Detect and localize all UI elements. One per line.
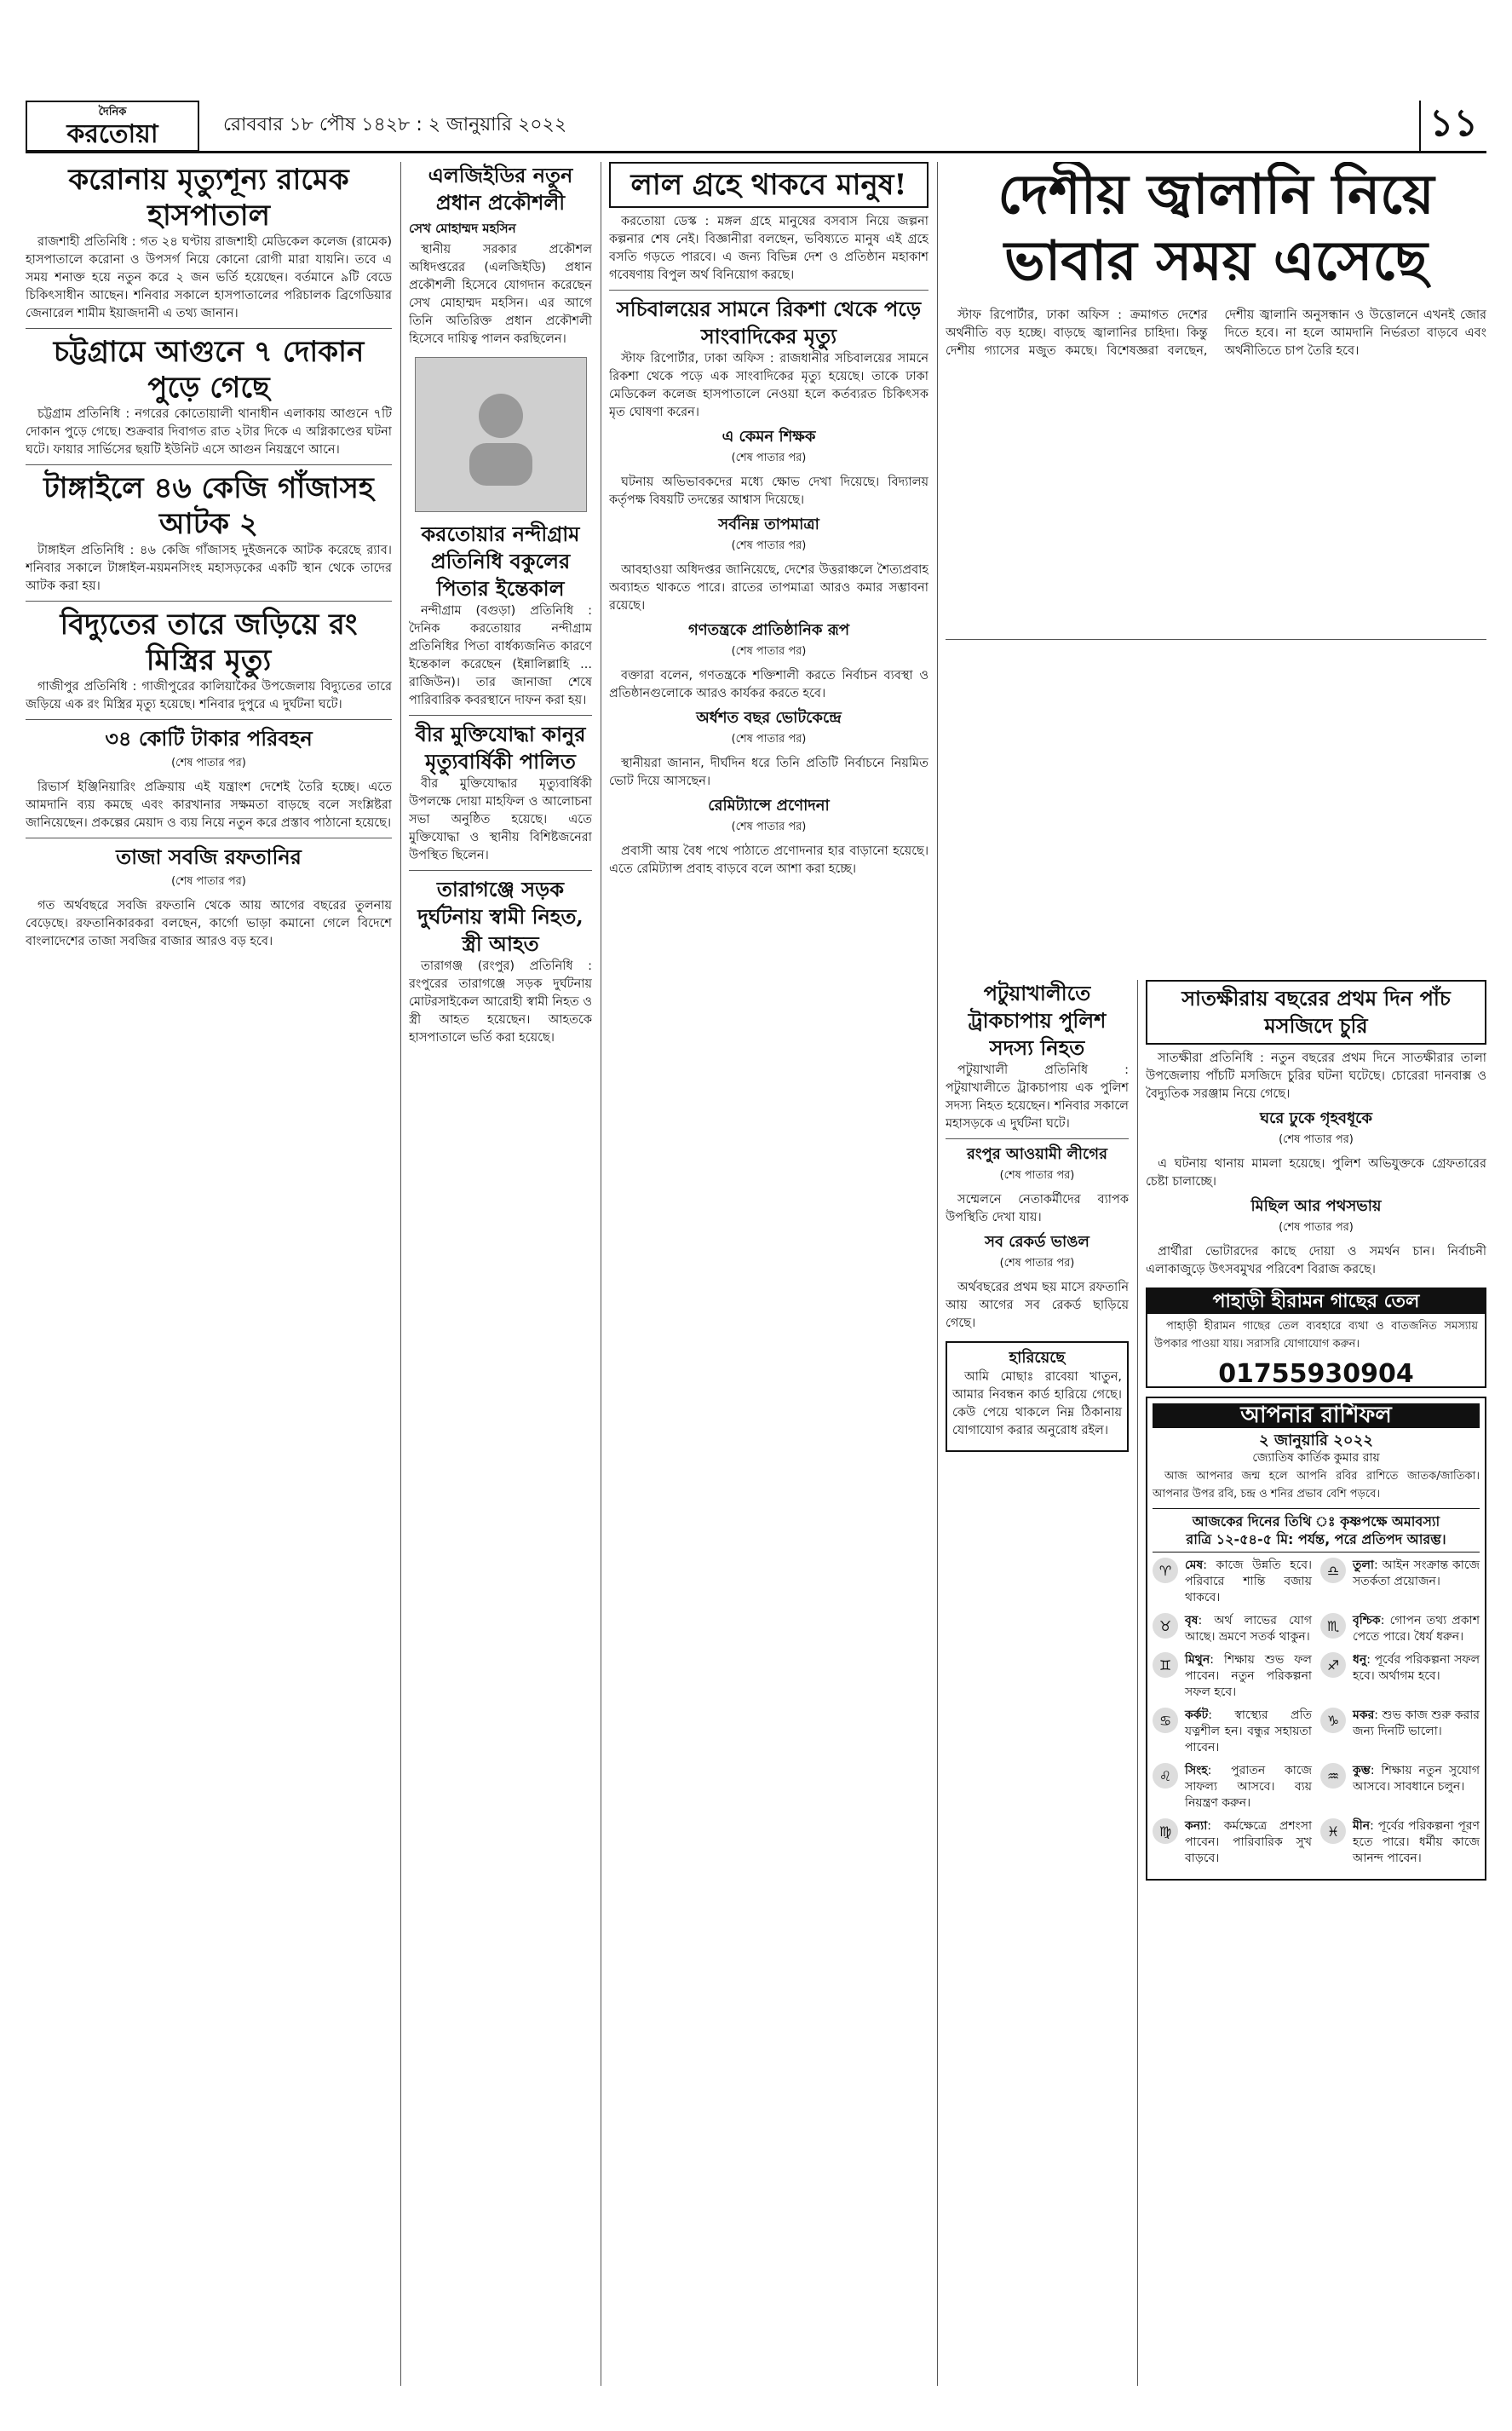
notice-body: আমি মোছাঃ রাবেয়া খাতুন, আমার নিবন্ধন কার্ড হারিয়ে গেছে। কেউ পেয়ে থাকলে নিম্ন ঠিকানায় যোগাযোগ করার অনুরোধ রইল।	[952, 1370, 1122, 1437]
headline-rmc-hospital: করোনায় মৃত্যুশূন্য রামেক হাসপাতাল	[68, 163, 349, 233]
headline-tangail-arrest: টাঙ্গাইলে ৪৬ কেজি গাঁজাসহ আটক ২	[43, 471, 374, 541]
continued-label: (শেষ পাতার পর)	[999, 1169, 1075, 1182]
ad-title: পাহাড়ী হীরামন গাছের তেল	[1147, 1289, 1485, 1314]
article-body: আবহাওয়া অধিদপ্তর জানিয়েছে, দেশের উত্তরাঞ্চলে শৈত্যপ্রবাহ অব্যাহত থাকতে পারে। রাতের তাপমাত্রা আরও কমার সম্ভাবনা রয়েছে।	[609, 563, 928, 613]
headline-box	[609, 162, 928, 208]
zodiac-name: বৃশ্চিক	[1353, 1614, 1381, 1627]
zodiac-text: গোপন তথ্য প্রকাশ পেতে পারে। ধৈর্য ধরুন।	[1353, 1614, 1480, 1644]
headline-temperature: সর্বনিম্ন তাপমাত্রা	[718, 516, 819, 533]
person-icon	[463, 383, 539, 486]
tithi-label: আজকের দিনের তিথি ঃ কৃষ্ণপক্ষে অমাবস্যা	[1192, 1513, 1440, 1529]
zodiac-name: তুলা	[1353, 1558, 1374, 1572]
continued-label: (শেষ পাতার পর)	[999, 1257, 1075, 1270]
zodiac-item: ♏ বৃশ্চিক: গোপন তথ্য প্রকাশ পেতে পারে। ধৈর্য ধরুন।	[1320, 1613, 1480, 1645]
article-body: স্টাফ রিপোর্টার, ঢাকা অফিস : ক্রমাগত দেশের অর্থনীতি বড় হচ্ছে। বাড়ছে জ্বালানির চাহিদা। কিন্তু দেশীয় গ্যাসের মজুত কমছে। বিশেষজ্ঞরা বলছেন, দেশীয় জ্বালানি অনুসন্ধান ও উত্তোলনে এখনই জোর দিতে হবে। না হলে আমদানি নির্ভরতা বাড়বে এবং অর্থনীতিতে চাপ তৈরি হবে।	[946, 308, 1486, 358]
zodiac-text: শিক্ষায় নতুন সুযোগ আসবে। সাবধানে চলুন।	[1353, 1764, 1480, 1794]
article-body: ঘটনায় অভিভাবকদের মধ্যে ক্ষোভ দেখা দিয়েছে। বিদ্যালয় কর্তৃপক্ষ বিষয়টি তদন্তের আশ্বাস দিয়েছে।	[609, 475, 928, 507]
column-rule	[400, 162, 401, 2386]
article-body: এ ঘটনায় থানায় মামলা হয়েছে। পুলিশ অভিযুক্তকে গ্রেফতারের চেষ্টা চালাচ্ছে।	[1146, 1157, 1486, 1189]
page-number: ১১	[1419, 101, 1486, 153]
article-body: রাজশাহী প্রতিনিধি : গত ২৪ ঘণ্টায় রাজশাহী মেডিকেল কলেজ (রামেক) হাসপাতালে করোনা ও উপসর্গ নিয়ে কোনো রোগী মারা যায়নি। তবে এ সময় শনাক্ত হয়ে নতুন করে ২ জন ভর্তি হয়েছেন। বর্তমানে ৯টি বেডে চিকিৎসাধীন আছেন। শনিবার সকালে হাসপাতালের পরিচালক ব্রিগেডিয়ার জেনারেল শামীম ইয়াজদানী এ তথ্য জানান।	[26, 235, 392, 320]
zodiac-icon: ♉	[1153, 1613, 1178, 1639]
logo-big-text: করতোয়া	[66, 119, 158, 149]
article-body: পটুয়াখালী প্রতিনিধি : পটুয়াখালীতে ট্রাকচাপায় এক পুলিশ সদস্য নিহত হয়েছেন। শনিবার সকালে মহাসড়কে এ দুর্ঘটনা ঘটে।	[946, 1063, 1129, 1131]
continued-label: (শেষ পাতার পর)	[731, 821, 807, 833]
portrait-photo	[415, 357, 587, 512]
article-body: প্রার্থীরা ভোটারদের কাছে দোয়া ও সমর্থন চান। নির্বাচনী এলাকাজুড়ে উৎসবমুখর পরিবেশ বিরাজ করছে।	[1146, 1245, 1486, 1276]
continued-label: (শেষ পাতার পর)	[731, 452, 807, 464]
zodiac-name: মেষ	[1185, 1558, 1204, 1572]
article-body: রিভার্স ইঞ্জিনিয়ারিং প্রক্রিয়ায় এই যন্ত্রাংশ দেশেই তৈরি হচ্ছে। এতে আমদানি ব্যয় কমছে এবং কারখানার সক্ষমতা বাড়ছে বলে সংশ্লিষ্টরা জানিয়েছেন। প্রকল্পের মেয়াদ ও ব্যয় নিয়ে নতুন করে প্রস্তাব পাঠানো হয়েছে।	[26, 781, 392, 830]
tithi-time: রাত্রি ১২-৫৪-৫ মি: পর্যন্ত, পরে প্রতিপদ আরম্ভ।	[1186, 1531, 1446, 1547]
headline-obituary: করতোয়ার নন্দীগ্রাম প্রতিনিধি বকুলের পিতার ইন্তেকাল	[421, 521, 580, 601]
zodiac-text: আইন সংক্রান্ত কাজে সতর্কতা প্রয়োজন।	[1353, 1558, 1480, 1588]
zodiac-name: মকর	[1353, 1708, 1375, 1722]
byline: সেখ মোহাম্মদ মহসিন	[409, 221, 516, 236]
zodiac-icon: ♒	[1320, 1763, 1346, 1789]
zodiac-name: মীন	[1353, 1819, 1371, 1833]
zodiac-icon: ♊	[1153, 1652, 1178, 1678]
article-body: স্থানীয়রা জানান, দীর্ঘদিন ধরে তিনি প্রতিটি নির্বাচনে নিয়মিত ভোট দিয়ে আসছেন।	[609, 757, 928, 788]
continued-label: (শেষ পাতার পর)	[171, 875, 246, 888]
headline-record: সব রেকর্ড ভাঙল	[985, 1233, 1089, 1251]
headline-housewife: ঘরে ঢুকে গৃহবধূকে	[1260, 1109, 1372, 1127]
lead-headline-block	[946, 162, 1486, 298]
article-body: চট্টগ্রাম প্রতিনিধি : নগরের কোতোয়ালী থানাধীন এলাকায় আগুনে ৭টি দোকান পুড়ে গেছে। শুক্রবার দিবাগত রাত ২টার দিকে এ অগ্নিকাণ্ডের ঘটনা ঘটে। ফায়ার সার্ভিসের ছয়টি ইউনিট এসে আগুন নিয়ন্ত্রণে আনে।	[26, 407, 392, 457]
continued-label: (শেষ পাতার পর)	[171, 757, 246, 769]
zodiac-icon: ♌	[1153, 1763, 1178, 1789]
article-body: গত অর্থবছরে সবজি রফতানি থেকে আয় আগের বছরের তুলনায় বেড়েছে। রফতানিকারকরা বলছেন, কার্গো ভাড়া কমানো গেলে বিদেশে বাংলাদেশের তাজা সবজির বাজার আরও বড় হবে।	[26, 899, 392, 948]
column-4	[946, 980, 1129, 2394]
zodiac-icon: ♋	[1153, 1708, 1178, 1733]
zodiac-icon: ♐	[1320, 1652, 1346, 1678]
zodiac-icon: ♑	[1320, 1708, 1346, 1733]
article-body: করতোয়া ডেস্ক : মঙ্গল গ্রহে মানুষের বসবাস নিয়ে জল্পনা কল্পনার শেষ নেই। বিজ্ঞানীরা বলছেন, ভবিষ্যতে মানুষ এই গ্রহে বসতি গড়তে পারবে। এ জন্য বিভিন্ন দেশ ও প্রতিষ্ঠান মহাকাশ গবেষণায় বিপুল অর্থ বিনিয়োগ করছে।	[609, 215, 928, 282]
article-body: স্থানীয় সরকার প্রকৌশল অধিদপ্তরের (এলজিইডি) প্রধান প্রকৌশলী হিসেবে যোগদান করেছেন সেখ মোহাম্মদ মহসিন। এর আগে তিনি অতিরিক্ত প্রধান প্রকৌশলী হিসেবে দায়িত্ব পালন করছিলেন।	[409, 243, 592, 346]
masthead	[26, 101, 1486, 153]
article-body: অর্থবছরের প্রথম ছয় মাসে রফতানি আয় আগের সব রেকর্ড ছাড়িয়ে গেছে।	[946, 1281, 1129, 1330]
zodiac-icon: ♎	[1320, 1558, 1346, 1583]
zodiac-icon: ♏	[1320, 1613, 1346, 1639]
zodiac-item: ♈ মেষ: কাজে উন্নতি হবে। পরিবারে শান্তি বজায় থাকবে।	[1153, 1558, 1312, 1606]
headline-taraganj-accident: তারাগঞ্জে সড়ক দুর্ঘটনায় স্বামী নিহত, স্ত্রী আহত	[417, 877, 584, 956]
dateline: রোববার ১৮ পৌষ ১৪২৮ : ২ জানুয়ারি ২০২২	[223, 114, 567, 135]
zodiac-name: কুম্ভ	[1353, 1764, 1371, 1777]
article-body: গাজীপুর প্রতিনিধি : গাজীপুরের কালিয়াকৈর উপজেলায় বিদ্যুতের তারে জড়িয়ে এক রং মিস্ত্রির মৃত্যু হয়েছে। শনিবার দুপুরে এ দুর্ঘটনা ঘটে।	[26, 680, 392, 711]
column-rule	[937, 162, 938, 2386]
headline-remittance: রেমিট্যান্সে প্রণোদনা	[708, 797, 830, 815]
tithi-box	[1153, 1508, 1480, 1552]
article-body: বীর মুক্তিযোদ্ধার মৃত্যুবার্ষিকী উপলক্ষে দোয়া মাহফিল ও আলোচনা সভা অনুষ্ঠিত হয়েছে। এতে মুক্তিযোদ্ধা ও স্থানীয় বিশিষ্টজনেরা উপস্থিত ছিলেন।	[409, 777, 592, 862]
zodiac-item: ♌ সিংহ: পুরাতন কাজে সাফল্য আসবে। ব্যয় নিয়ন্ত্রণ করুন।	[1153, 1763, 1312, 1812]
article-body: সাতক্ষীরা প্রতিনিধি : নতুন বছরের প্রথম দিনে সাতক্ষীরার তালা উপজেলায় পাঁচটি মসজিদে চুরির ঘটনা ঘটেছে। চোরেরা দানবাক্স ও বৈদ্যুতিক সরঞ্জাম নিয়ে গেছে।	[1146, 1051, 1486, 1101]
zodiac-name: ধনু	[1353, 1653, 1367, 1667]
headline-journalist-death: সচিবালয়ের সামনে রিকশা থেকে পড়ে সাংবাদিকের মৃত্যু	[616, 297, 922, 349]
headline-veg-export: তাজা সবজি রফতানির	[116, 844, 302, 869]
zodiac-item: ♎ তুলা: আইন সংক্রান্ত কাজে সতর্কতা প্রয়োজন।	[1320, 1558, 1480, 1606]
article-body: সম্মেলনে নেতাকর্মীদের ব্যাপক উপস্থিতি দেখা যায়।	[946, 1193, 1129, 1224]
zodiac-text: পূর্বের পরিকল্পনা সফল হবে। অর্থাগম হবে।	[1353, 1653, 1480, 1683]
zodiac-item: ♑ মকর: শুভ কাজ শুরু করার জন্য দিনটি ভালো।	[1320, 1708, 1480, 1756]
column-3	[609, 162, 928, 2394]
article-body: প্রবাসী আয় বৈধ পথে পাঠাতে প্রণোদনার হার বাড়ানো হয়েছে। এতে রেমিট্যান্স প্রবাহ বাড়বে বলে আশা করা হচ্ছে।	[609, 844, 928, 876]
article-body: তারাগঞ্জ (রংপুর) প্রতিনিধি : রংপুরের তারাগঞ্জে সড়ক দুর্ঘটনায় মোটরসাইকেল আরোহী স্বামী নিহত ও স্ত্রী আহত হয়েছেন। আহতকে হাসপাতালে ভর্তি করা হয়েছে।	[409, 959, 592, 1045]
article-body: স্টাফ রিপোর্টার, ঢাকা অফিস : রাজধানীর সচিবালয়ের সামনে রিকশা থেকে পড়ে এক সাংবাদিকের মৃত্যু হয়েছে। তাকে ঢাকা মেডিকেল কলেজ হাসপাতালে নেওয়া হলে কর্তব্যরত চিকিৎসক মৃত ঘোষণা করেন।	[609, 352, 928, 419]
continued-label: (শেষ পাতার পর)	[1279, 1221, 1354, 1234]
horoscope-intro: আজ আপনার জন্ম হলে আপনি রবির রাশিতে জাতক/জাতিকা। আপনার উপর রবি, চন্দ্র ও শনির প্রভাব বেশি পড়বে।	[1153, 1470, 1480, 1501]
zodiac-name: মিথুন	[1185, 1653, 1210, 1667]
headline-freedom-fighter: বীর মুক্তিযোদ্ধা কানুর মৃত্যুবার্ষিকী পালিত	[415, 722, 586, 774]
headline-lost: হারিয়েছে	[1009, 1349, 1066, 1367]
column-1	[26, 162, 392, 2394]
continued-label: (শেষ পাতার পর)	[731, 645, 807, 658]
zodiac-name: সিংহ	[1185, 1764, 1208, 1777]
zodiac-text: শিক্ষায় শুভ ফল পাবেন। নতুন পরিকল্পনা সফল হবে।	[1185, 1653, 1312, 1699]
continued-label: (শেষ পাতার পর)	[731, 539, 807, 552]
zodiac-text: স্বাস্থ্যের প্রতি যত্নশীল হন। বন্ধুর সহায়তা পাবেন।	[1185, 1708, 1312, 1754]
article-body: বক্তারা বলেন, গণতন্ত্রকে শক্তিশালী করতে নির্বাচন ব্যবস্থা ও প্রতিষ্ঠানগুলোকে আরও কার্যকর করতে হবে।	[609, 669, 928, 700]
horoscope-date: ২ জানুয়ারি ২০২২	[1259, 1432, 1373, 1449]
column-5	[1146, 980, 1486, 2394]
continued-label: (শেষ পাতার পর)	[1279, 1133, 1354, 1146]
zodiac-name: কন্যা	[1185, 1819, 1208, 1833]
column-rule	[1137, 980, 1138, 2386]
zodiac-item: ♍ কন্যা: কর্মক্ষেত্রে প্রশংসা পাবেন। পারিবারিক সুখ বাড়বে।	[1153, 1818, 1312, 1867]
headline-democracy: গণতন্ত্রকে প্রাতিষ্ঠানিক রূপ	[687, 621, 850, 639]
zodiac-text: কাজে উন্নতি হবে। পরিবারে শান্তি বজায় থাকবে।	[1185, 1558, 1313, 1604]
zodiac-item: ♓ মীন: পূর্বের পরিকল্পনা পূরণ হতে পারে। ধর্মীয় কাজে আনন্দ পাবেন।	[1320, 1818, 1480, 1867]
headline-energy: দেশীয় জ্বালানি নিয়ে ভাবার সময় এসেছে	[997, 163, 1434, 293]
zodiac-text: অর্থ লাভের যোগ আছে। ভ্রমণে সতর্ক থাকুন।	[1185, 1614, 1313, 1644]
article-body: টাঙ্গাইল প্রতিনিধি : ৪৬ কেজি গাঁজাসহ দুইজনকে আটক করেছে র‌্যাব। শনিবার সকালে টাঙ্গাইল-ময়মনসিংহ মহাসড়কের একটি স্থান থেকে তাদের আটক করা হয়।	[26, 544, 392, 593]
headline-lged-chief: এলজিইডির নতুন প্রধান প্রকৌশলী	[428, 163, 573, 215]
ad-phone: 01755930904	[1218, 1359, 1414, 1389]
headline-box	[1146, 980, 1486, 1045]
headline-transport: ৩৪ কোটি টাকার পরিবহন	[105, 726, 313, 751]
zodiac-text: শুভ কাজ শুরু করার জন্য দিনটি ভালো।	[1353, 1708, 1480, 1738]
lead-story-body	[946, 307, 1486, 631]
headline-satkhira-theft: সাতক্ষীরায় বছরের প্রথম দিন পাঁচ মসজিদে চুরি	[1181, 986, 1451, 1038]
zodiac-item: ♒ কুম্ভ: শিক্ষায় নতুন সুযোগ আসবে। সাবধানে চলুন।	[1320, 1763, 1480, 1812]
horoscope-title: আপনার রাশিফল	[1153, 1403, 1480, 1428]
section-rule	[946, 639, 1486, 640]
zodiac-item: ♋ কর্কট: স্বাস্থ্যের প্রতি যত্নশীল হন। বন্ধুর সহায়তা পাবেন।	[1153, 1708, 1312, 1756]
zodiac-item: ♉ বৃষ: অর্থ লাভের যোগ আছে। ভ্রমণে সতর্ক থাকুন।	[1153, 1613, 1312, 1645]
horoscope-author: জ্যোতিষ কার্তিক কুমার রায়	[1252, 1451, 1380, 1465]
column-2	[409, 162, 592, 2394]
zodiac-text: পুরাতন কাজে সাফল্য আসবে। ব্যয় নিয়ন্ত্রণ করুন।	[1185, 1764, 1312, 1810]
zodiac-text: কর্মক্ষেত্রে প্রশংসা পাবেন। পারিবারিক সুখ বাড়বে।	[1185, 1819, 1313, 1865]
zodiac-name: বৃষ	[1185, 1614, 1199, 1627]
headline-patuakhali: পটুয়াখালীতে ট্রাকচাপায় পুলিশ সদস্য নিহত	[968, 981, 1107, 1060]
headline-rally: মিছিল আর পথসভায়	[1250, 1197, 1382, 1215]
zodiac-text: পূর্বের পরিকল্পনা পূরণ হতে পারে। ধর্মীয় কাজে আনন্দ পাবেন।	[1353, 1819, 1480, 1865]
ad-text: পাহাড়ী হীরামন গাছের তেল ব্যবহারে ব্যথা ও বাতজনিত সমস্যায় উপকার পাওয়া যায়। সরাসরি যোগাযোগ করুন।	[1154, 1320, 1478, 1351]
headline-ctg-fire: চট্টগ্রামে আগুনে ৭ দোকান পুড়ে গেছে	[53, 335, 365, 405]
zodiac-icon: ♓	[1320, 1818, 1346, 1844]
horoscope-box	[1146, 1397, 1486, 1881]
zodiac-name: কর্কট	[1185, 1708, 1209, 1722]
headline-rangpur-al: রংপুর আওয়ামী লীগের	[966, 1145, 1107, 1163]
zodiac-item: ♊ মিথুন: শিক্ষায় শুভ ফল পাবেন। নতুন পরিকল্পনা সফল হবে।	[1153, 1652, 1312, 1701]
article-body: নন্দীগ্রাম (বগুড়া) প্রতিনিধি : দৈনিক করতোয়ার নন্দীগ্রাম প্রতিনিধির পিতা বার্ধক্যজনিত কারণে ইন্তেকাল করেছেন (ইন্নালিল্লাহি ... রাজিউন)। তার জানাজা শেষে পারিবারিক কবরস্থানে দাফন করা হয়।	[409, 604, 592, 707]
logo-small-text: দৈনিক	[98, 106, 127, 118]
headline-electrocution: বিদ্যুতের তারে জড়িয়ে রং মিস্ত্রির মৃত্যু	[60, 608, 358, 677]
headline-voter: অর্ধশত বছর ভোটকেন্দ্রে	[696, 709, 842, 727]
zodiac-icon: ♈	[1153, 1558, 1178, 1583]
continued-label: (শেষ পাতার পর)	[731, 733, 807, 746]
headline-mars: লাল গ্রহে থাকবে মানুষ!	[630, 168, 907, 202]
oil-advertisement	[1146, 1288, 1486, 1388]
zodiac-item: ♐ ধনু: পূর্বের পরিকল্পনা সফল হবে। অর্থাগম হবে।	[1320, 1652, 1480, 1701]
zodiac-icon: ♍	[1153, 1818, 1178, 1844]
newspaper-logo	[26, 101, 199, 152]
headline-teacher: এ কেমন শিক্ষক	[722, 428, 816, 446]
zodiac-grid	[1153, 1558, 1480, 1874]
lost-notice-box	[946, 1341, 1129, 1452]
